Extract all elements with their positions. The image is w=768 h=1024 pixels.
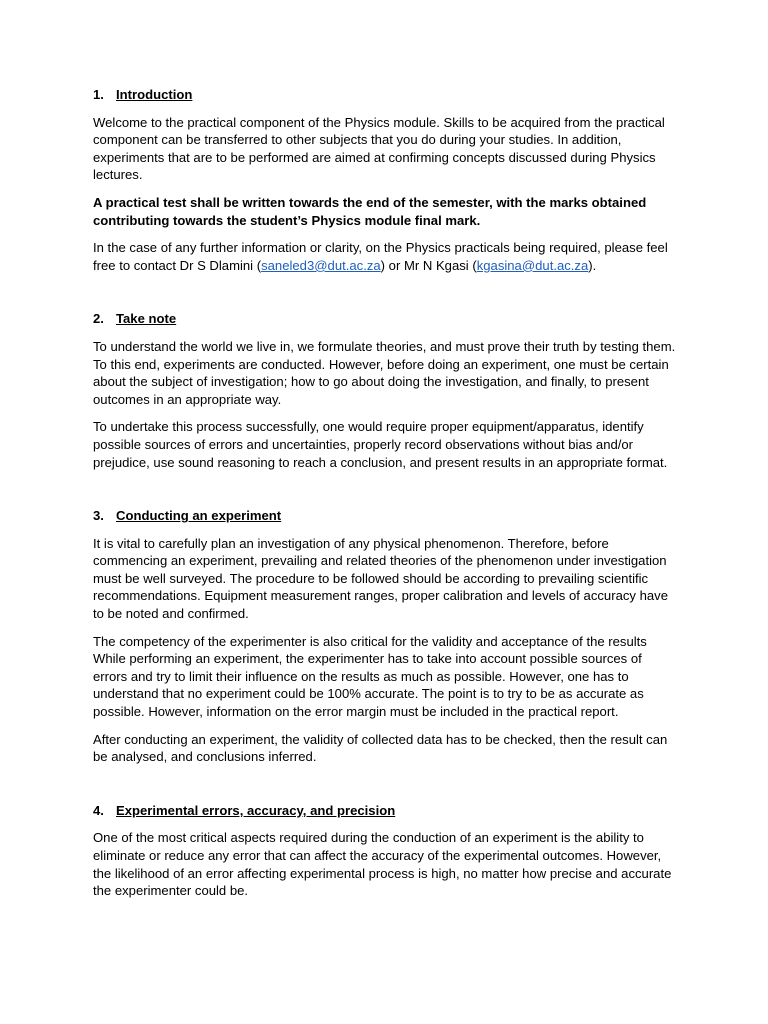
section-heading [93,507,676,525]
section-heading [93,310,676,328]
email-link-dlamini[interactable]: saneled3@dut.ac.za [261,257,381,273]
paragraph: The competency of the experimenter is also critical for the validity and acceptance of the results While performing an experiment, the experimenter has to take into account possible sources of errors and try to limit their influence on the results as much as possible. However, one has to understand that no experiment could be 100% accurate. The point is to try to be as accurate as possible. However, information on the error margin must be included in the practical report. [93,633,647,720]
section-title: Take note [116,311,177,327]
section-number: 1. [93,87,104,102]
section-title: Experimental errors, accuracy, and precision [116,802,396,818]
section-number: 3. [93,508,104,524]
section-title: Conducting an experiment [116,508,282,524]
section-introduction [93,86,676,274]
section-experimental-errors [93,802,676,900]
section-title: Introduction [116,87,193,102]
section-gap [93,284,676,310]
contact-text-a: In the case of any further information or clarity, on the Physics practicals being required, please feel free to contact Dr S Dlamini ( [93,240,668,273]
bold-paragraph: A practical test shall be written towards the end of the semester, with the marks obtained contributing towards the student’s Physics module final mark. [93,194,647,228]
contact-paragraph [93,239,676,274]
paragraph: One of the most critical aspects required during the conduction of an experiment is the ability to eliminate or reduce any error that can affect the accuracy of the experimental outcomes. However, the likelihood of an error affecting experimental process is high, no matter how precise and accurate the experimenter could be. [93,830,672,899]
section-heading [93,86,676,104]
contact-text-c: ). [588,257,597,273]
paragraph: To undertake this process successfully, one would require proper equipment/apparatus, identify possible sources of errors and uncertainties, properly record observations without bias and/or prejudice, use sound reasoning to reach a conclusion, and present results in an appropriate format. [93,419,668,470]
paragraph: Welcome to the practical component of the Physics module. Skills to be acquired from the practical component can be transferred to other subjects that you do during your studies. In addition, experiments that are to be performed are aimed at confirming concepts discussed during Physics lectures. [93,114,665,183]
section-take-note [93,310,676,471]
paragraph: To understand the world we live in, we formulate theories, and must prove their truth by testing them. To this end, experiments are conducted. However, before doing an experiment, one must be certain about the subject of investigation; how to go about doing the investigation, and finally, to present outcomes in an appropriate way. [93,338,676,407]
section-gap [93,481,676,507]
email-link-kgasi[interactable]: kgasina@dut.ac.za [476,257,589,273]
paragraph: After conducting an experiment, the validity of collected data has to be checked, then the result can be analysed, and conclusions inferred. [93,731,668,765]
paragraph: It is vital to carefully plan an investigation of any physical phenomenon. Therefore, before commencing an experiment, prevailing and related theories of the phenomenon under investigation must be well surveyed. The procedure to be followed should be according to prevailing scientific recommendations. Equipment measurement ranges, proper calibration and levels of accuracy have to be noted and confirmed. [93,535,668,622]
section-heading [93,802,676,820]
contact-text-b: ) or Mr N Kgasi ( [380,257,477,273]
section-number: 2. [93,311,104,327]
section-number: 4. [93,802,104,818]
section-conducting-experiment [93,507,676,766]
section-gap [93,776,676,802]
